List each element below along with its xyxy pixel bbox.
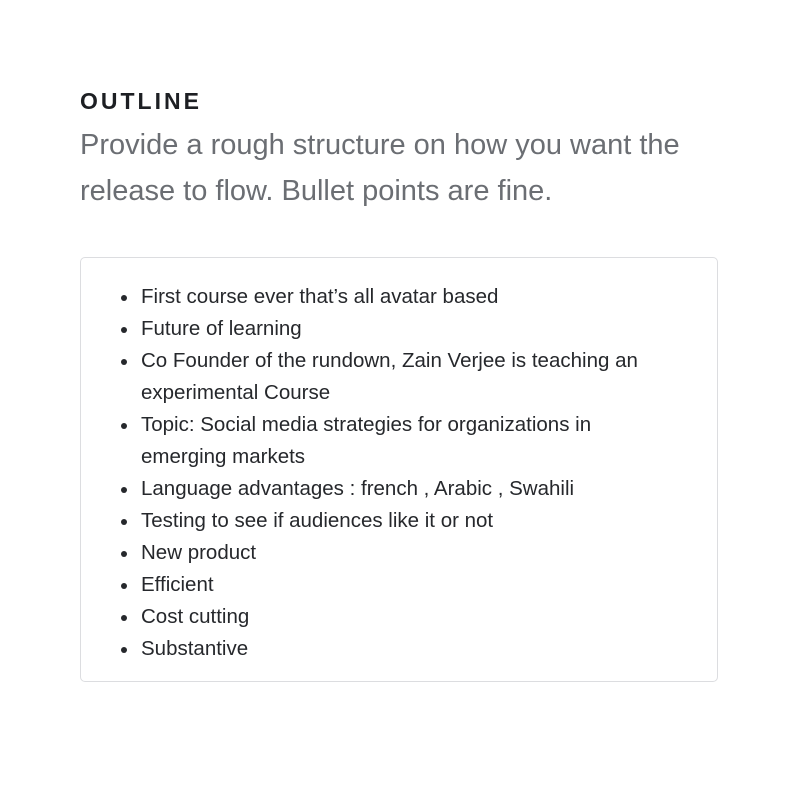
list-item-text: Testing to see if audiences like it or not: [141, 509, 494, 532]
list-item-text: Topic: Social media strategies for organizations in emerging markets: [141, 413, 592, 468]
list-item-text: Efficient: [141, 573, 214, 596]
outline-text-area[interactable]: [80, 257, 718, 682]
outline-section-header: [80, 86, 720, 214]
bullet-icon: [121, 551, 127, 557]
list-item: [81, 505, 717, 537]
list-item: [81, 473, 717, 505]
list-item: [81, 633, 717, 665]
list-item-text: First course ever that’s all avatar based: [141, 285, 499, 308]
bullet-icon: [121, 295, 127, 301]
list-item: [81, 313, 717, 345]
list-item-text: Cost cutting: [141, 605, 250, 628]
list-item-text: Language advantages : french , Arabic , Swahili: [141, 477, 575, 500]
bullet-icon: [121, 487, 127, 493]
section-description: Provide a rough structure on how you want the release to flow. Bullet points are fine.: [80, 129, 680, 207]
bullet-icon: [121, 359, 127, 365]
bullet-icon: [121, 615, 127, 621]
list-item: [81, 281, 717, 313]
bullet-icon: [121, 519, 127, 525]
list-item-text: Future of learning: [141, 317, 302, 340]
list-item: [81, 569, 717, 601]
section-title: OUTLINE: [80, 88, 202, 114]
bullet-icon: [121, 327, 127, 333]
list-item-text: Substantive: [141, 637, 249, 660]
bullet-list: [81, 258, 717, 665]
list-item: [81, 345, 717, 409]
list-item-text: Co Founder of the rundown, Zain Verjee is teaching an experimental Course: [141, 349, 638, 404]
list-item: [81, 537, 717, 569]
bullet-icon: [121, 647, 127, 653]
bullet-icon: [121, 423, 127, 429]
bullet-icon: [121, 583, 127, 589]
list-item: [81, 601, 717, 633]
list-item: [81, 409, 717, 473]
list-item-text: New product: [141, 541, 257, 564]
